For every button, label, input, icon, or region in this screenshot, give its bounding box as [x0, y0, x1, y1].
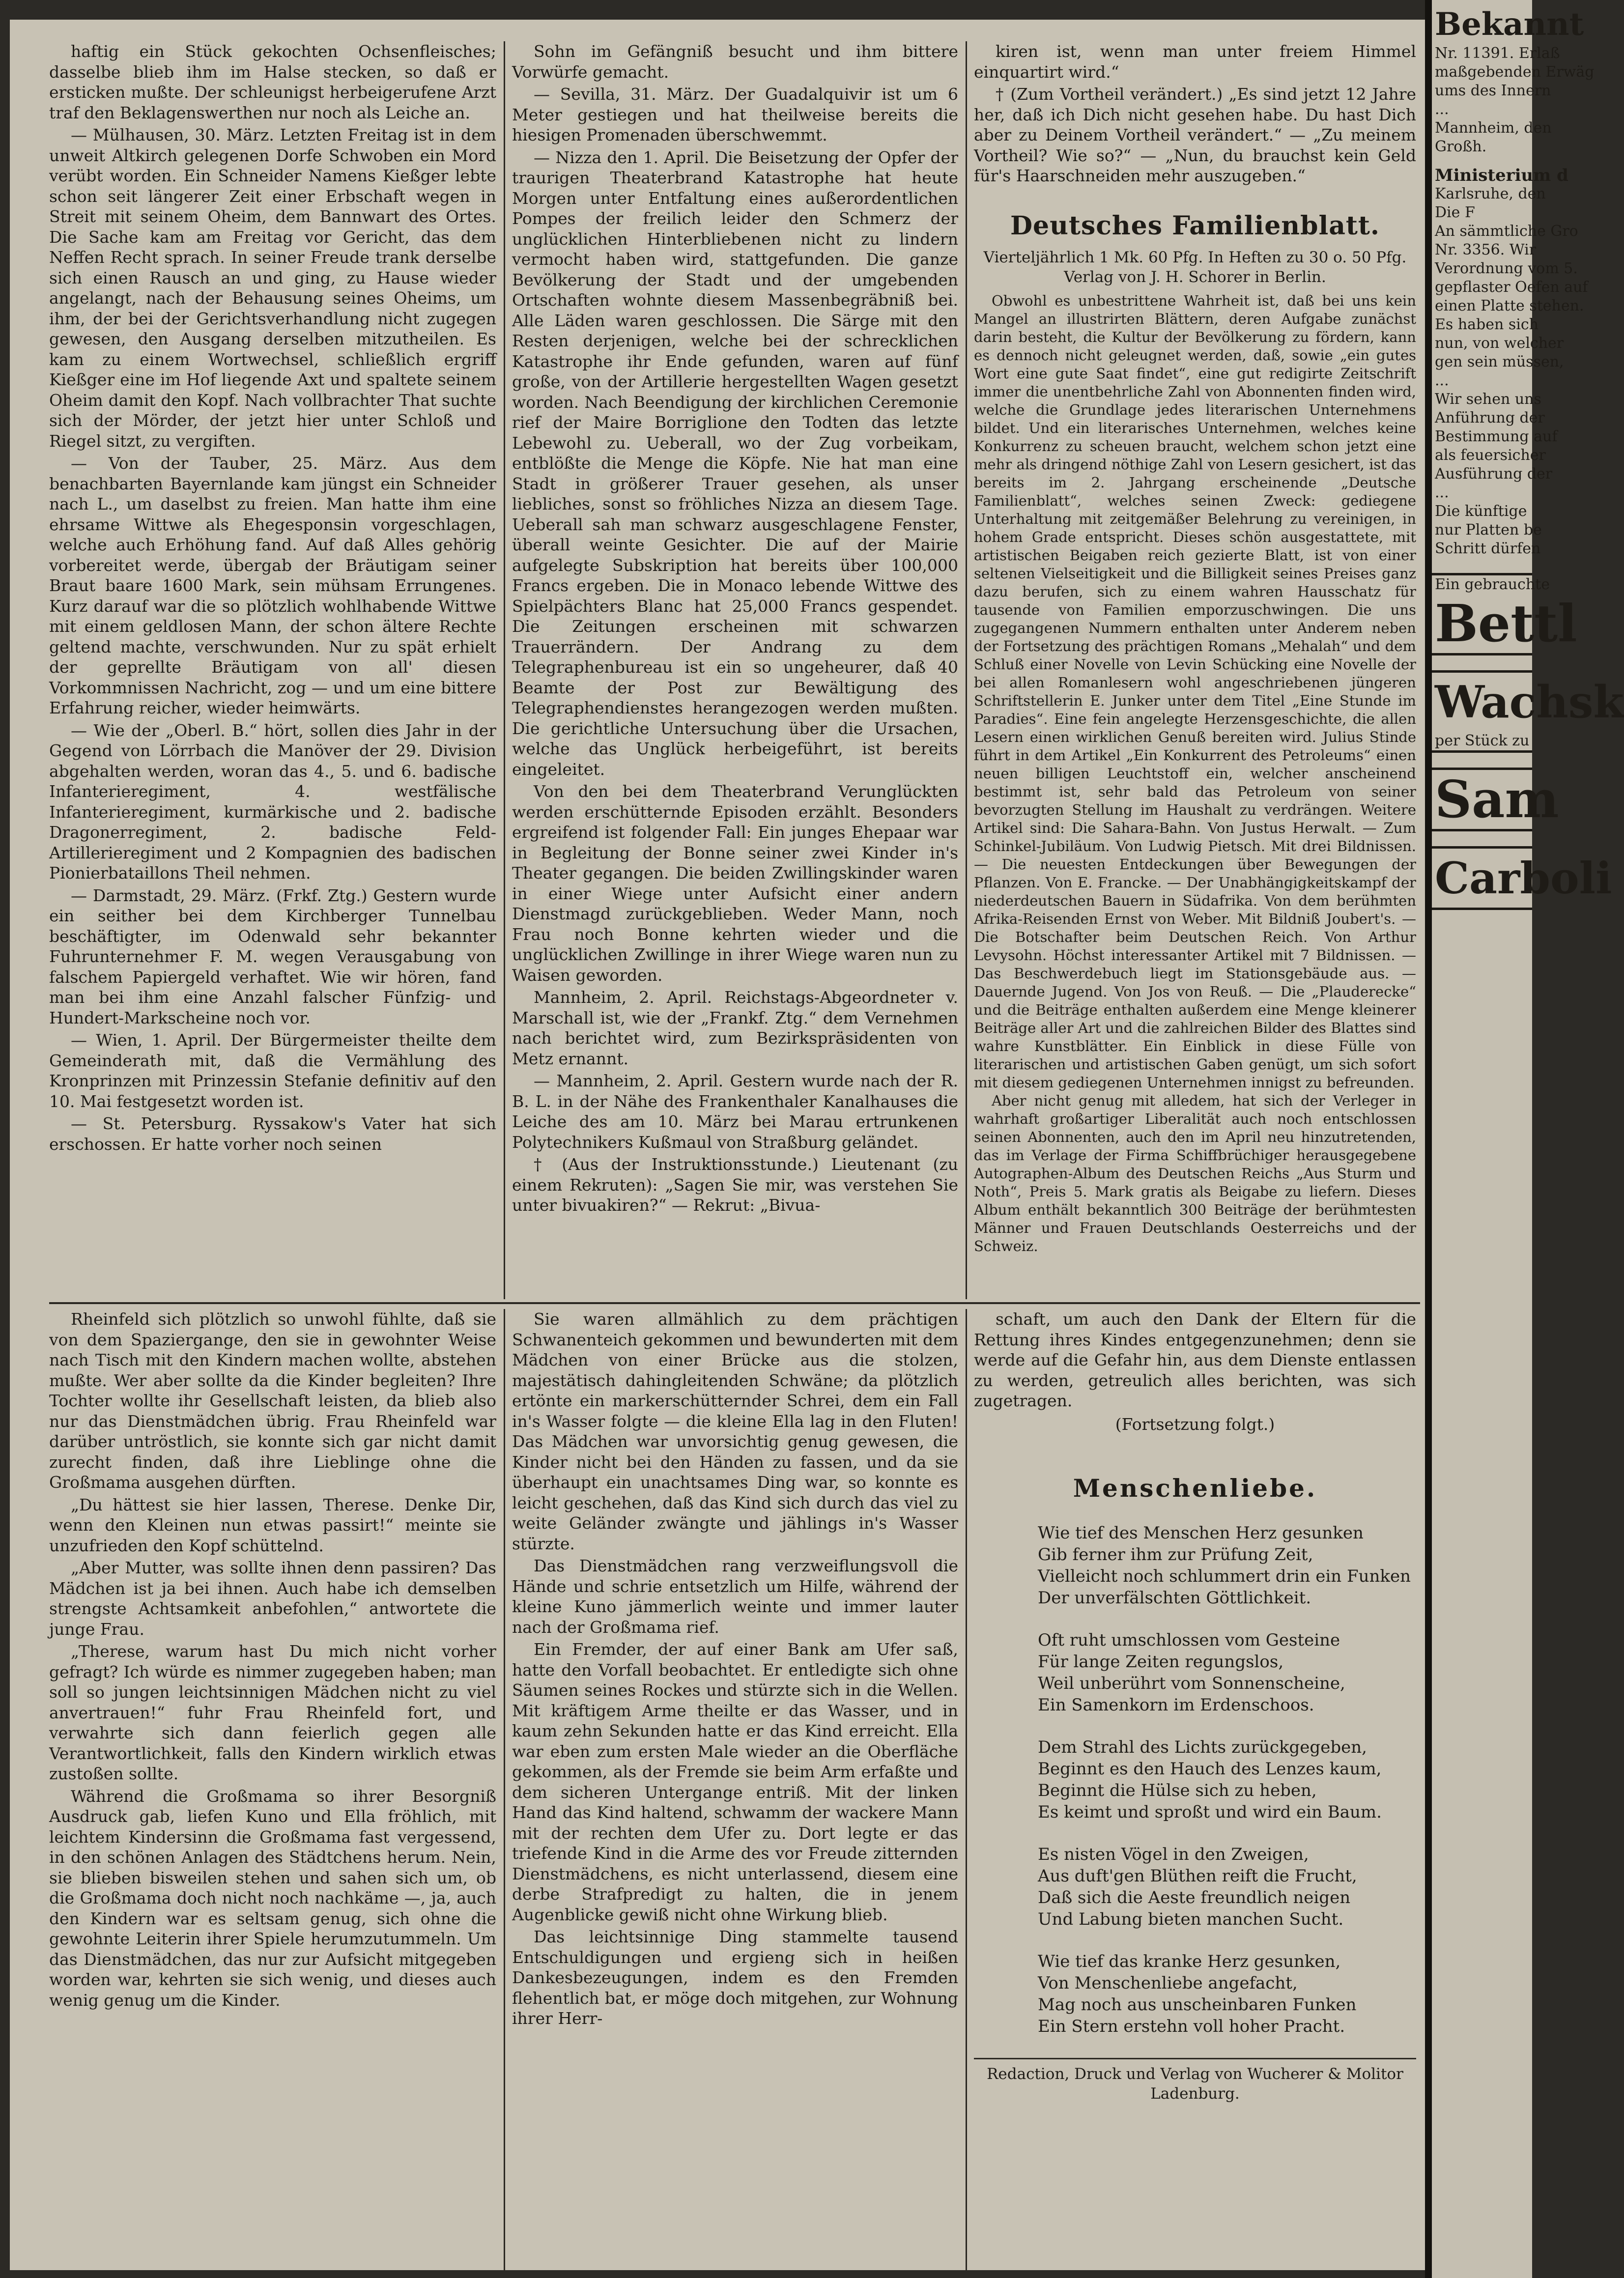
edge-text-line: Mannheim, den	[1435, 119, 1552, 137]
poem-stanza	[1038, 1844, 1416, 1930]
article-paragraph: — Mülhausen, 30. März. Letzten Freitag ist in dem unweit Altkirch gelegenen Dorfe Schwoben ein Mord verübt worden. Ein Schneider Namens Kießger lebte schon seit längerer Zeit einer Erbschaft wegen in Streit mit seinem Oheim, dem Bannwart des Ortes. Die Sache kam am Freitag vor Gericht, das dem Neffen Recht sprach. In seiner Freude trank derselbe sich einen Rausch an und ging, zu Hause wieder angelangt, nach der Behausung seines Oheims, um ihm, der bei der Gerichtsverhandlung nicht zugegen gewesen, den Ausgang derselben mitzutheilen. Es kam zu einem Wortwechsel, schließlich ergriff Kießger eine im Hof liegende Axt und spaltete seinem Oheim damit den Kopf. Nach vollbrachter That suchte sich der Mörder, der jetzt hier unter Schloß und Riegel sitzt, zu vergiften.	[49, 125, 496, 451]
imprint-place: Ladenburg.	[1150, 2085, 1240, 2103]
ad-paragraph: Aber nicht genug mit alledem, hat sich der Verleger in wahrhaft großartiger Liberalität auch noch entschlossen seinen Abonnenten, auch den im April neu hinzutretenden, das im Verlage der Firma Schiffbrüchiger herausgegebene Autographen-Album des Deutschen Reichs „Aus Sturm und Noth“, Preis 5. Mark gratis als Beigabe zu liefern. Dieses Album enthält bekanntlich 300 Beiträge der berühmtesten Männer und Frauen Deutschlands Oesterreichs und der Schweiz.	[974, 1092, 1416, 1254]
edge-ad-block	[1432, 846, 1612, 910]
ad-paragraph: Obwohl es unbestrittene Wahrheit ist, daß bei uns kein Mangel an illustrirten Blättern, deren Aufgabe zunächst darin besteht, die Kultur der Bevölkerung zu fördern, kann es dennoch nicht geleugnet werden, daß, sowie „ein gutes Wort eine gute Saat findet“, eine gut redigirte Zeitschrift immer die unentbehrliche Zahl von Abonnenten finden wird, welche die Grundlage jedes literarischen Unternehmens bildet. Und ein literarisches Unternehmen, welches keine Konkurrenz zu scheuen braucht, welchem schon jetzt eine mehr als dringend nöthige Zahl von Lesern gesichert, ist das bereits im 2. Jahrgang erscheinende „Deutsche Familienblatt“, welches seinen Zweck: gediegene Unterhaltung mit zeitgemäßer Belehrung zu vereinigen, in hohem Grade entspricht. Dieses schön ausgestattete, mit artistischen Beigaben reich gezierte Blatt, ist von einer seltenen Vielseitigkeit und die Billigkeit seines Preises ganz dazu berufen, sich zu einem wahren Hausschatz für tausende von Familien emporzuschwingen. Die uns zugegangenen Nummern enthalten unter Anderem neben der Fortsetzung des prächtigen Romans „Mehalah“ und dem Schluß einer Novelle von Levin Schücking eine Novelle der bei allen Romanlesern wohl angeschriebenen jüngeren Schriftstellerin E. Junker unter dem Titel „Eine Stunde im Paradies“. Eine fein angelegte Herzensgeschichte, die allen Lesern einen wirklichen Genuß bereiten wird. Julius Stinde führt in dem Artikel „Ein Konkurrent des Petroleums“ einen neuen billigen Leuchtstoff ein, welcher anscheinend bestimmt ist, sehr bald das Petroleum von seiner bevorzugten Stellung im Haushalt zu verdrängen. Weitere Artikel sind: Die Sahara-Bahn. Von Justus Herwalt. — Zum Schinkel-Jubiläum. Von Ludwig Pietsch. Mit drei Bildnissen. — Die neuesten Entdeckungen über Bewegungen der Pflanzen. Von E. Francke. — Der Unabhängigkeitskampf der niederdeutschen Bauern in Südafrika. Von dem berühmten Afrika-Reisenden Ernst von Weber. Mit Bildniß Joubert's. — Die Botschafter beim Deutschen Reich. Von Arthur Levysohn. Höchst interessanter Artikel mit 7 Bildnissen. — Das Beschwerdebuch liegt im Stationsgebäude aus. — Dauernde Jugend. Von Jos von Reuß. — Die „Plauderecke“ und die Beiträge enthalten außerdem eine Menge kleinerer Beiträge aller Art und die zahlreichen Bilder des Blattes sind wahre Kunstblätter. Ein Einblick in diese Fülle von literarischen und artistischen Gaben genügt, um sich sofort mit diesem gediegenen Unternehmen innigst zu befreunden.	[974, 292, 1416, 1091]
article-paragraph: — Darmstadt, 29. März. (Frkf. Ztg.) Gestern wurde ein seither bei dem Kirchberger Tunnelbau beschäftigter, im Odenwald sehr bekannter Fuhrunternehmer F. M. wegen Verausgabung von falschem Papiergeld verhaftet. Wie wir hören, fand man bei ihm eine Anzahl falscher Fünfzig- und Hundert-Markscheine noch vor.	[49, 885, 496, 1027]
edge-text-line: nur Platten be	[1435, 521, 1542, 539]
edge-text-line: Schritt dürfen	[1435, 540, 1541, 557]
story-continuation: schaft, um auch den Dank der Eltern für die Rettung ihres Kindes entgegenzunehmen; denn sie werde auf die Gefahr hin, aus dem Dienste entlassen zu werden, getreulich alles berichten, was sich zugetragen.	[974, 1310, 1416, 1410]
poem-line: Und Labung bieten manchen Sucht.	[1038, 1909, 1344, 1929]
edge-ad-block	[1432, 670, 1624, 753]
poem-line: Daß sich die Aeste freundlich neigen	[1038, 1888, 1351, 1908]
poem-line: Oft ruht umschlossen vom Gesteine	[1038, 1630, 1340, 1650]
edge-ad-carbol: Carboli	[1435, 853, 1612, 904]
continued-notice: (Fortsetzung folgt.)	[1115, 1414, 1275, 1434]
column-divider	[504, 1309, 505, 2270]
column-divider	[504, 41, 505, 1299]
poem	[974, 1522, 1416, 2037]
poem-line: Von Menschenliebe angefacht,	[1038, 1973, 1298, 1993]
advertisement-familienblatt	[974, 211, 1416, 1255]
column-divider	[966, 41, 967, 1299]
edge-text-line: An sämmtliche Gro	[1435, 223, 1578, 240]
story-paragraph: „Therese, warum hast Du mich nicht vorher gefragt? Ich würde es nimmer zugegeben haben; man soll so jungen leichtsinnigen Mädchen nicht zu viel anvertrauen!“ fuhr Frau Rheinfeld fort, und verwahrte sich dann feierlich gegen alle Verantwortlichkeit, falls den Kindern wirklich etwas zustoßen sollte.	[49, 1642, 496, 1783]
adjacent-page-edge	[1425, 0, 1624, 2278]
edge-ad-text: Ein gebrauchte	[1435, 576, 1550, 593]
section-divider	[49, 1302, 1420, 1304]
article-paragraph: — Wien, 1. April. Der Bürgermeister theilte dem Gemeinderath mit, daß die Vermählung des Kronprinzen mit Prinzessin Stefanie definitiv auf den 10. Mai festgesetzt worden ist.	[49, 1030, 496, 1111]
article-paragraph: † (Zum Vortheil verändert.) „Es sind jetzt 12 Jahre her, daß ich Dich nicht gesehen habe. Du hast Dich aber zu Deinem Vortheil verändert.“ — „Zu meinem Vortheil? Wie so?“ — „Nun, du brauchst kein Geld für's Haarschneiden mehr auszugeben.“	[974, 85, 1416, 185]
story-paragraph: Sie waren allmählich zu dem prächtigen Schwanenteich gekommen und bewunderten mit dem Mädchen von einer Brücke aus die stolzen, majestätisch dahingleitenden Schwäne; da plötzlich ertönte ein markerschütternder Schrei, dem ein Fall in's Wasser folgte — die kleine Ella lag in den Fluten! Das Mädchen war unvorsichtig genug gewesen, die Kinder nicht bei den Händen zu fassen, und da sie überhaupt ein unachtsames Ding war, so konnte es leicht geschehen, daß das Kind sich durch das viel zu weite Geländer zwängte und jählings in's Wasser stürzte.	[512, 1310, 958, 1553]
bottom-column-3	[974, 1309, 1416, 2270]
poem-stanza	[1038, 1629, 1416, 1716]
article-paragraph: haftig ein Stück gekochten Ochsenfleisches; dasselbe blieb ihm im Halse stecken, so daß er ersticken mußte. Der schleunigst herbeigerufene Arzt traf den Beklagenswerthen nur noch als Leiche an.	[49, 42, 496, 122]
article-paragraph: — Von der Tauber, 25. März. Aus dem benachbarten Bayernlande kam jüngst ein Schneider nach L., um daselbst zu freien. Man hatte ihm eine ehrsame Wittwe als Ehegesponsin vorgeschlagen, welche auch Erhöhung fand. Auf daß Alles gehörig vorbereitet werde, übergab der Bräutigam seiner Braut baare 1600 Mark, sein mühsam Errungenes. Kurz darauf war die so plötzlich wohlhabende Wittwe mit einem geldlosen Mann, der schon ältere Rechte geltend machte, verschwunden. Nur zu spät erhielt der geprellte Bräutigam von all' diesen Vorkommnissen Nachricht, zog — und um eine bittere Erfahrung reicher, wieder heimwärts.	[49, 454, 496, 717]
article-paragraph: — St. Petersburg. Ryssakow's Vater hat sich erschossen. Er hatte vorher noch seinen	[49, 1114, 496, 1154]
edge-text-line: Wir sehen uns	[1435, 391, 1541, 408]
edge-ad-text: per Stück zu	[1435, 732, 1530, 749]
edge-text-line: gen sein müssen,	[1435, 353, 1564, 370]
poem-line: Es keimt und sproßt und wird ein Baum.	[1038, 1802, 1382, 1822]
edge-text-line: ums des Innern	[1435, 82, 1551, 99]
edge-header: Bekannt	[1435, 6, 1584, 43]
poem-line: Wie tief das kranke Herz gesunken,	[1038, 1952, 1341, 1971]
bottom-column-1	[49, 1309, 496, 2270]
poem-line: Gib ferner ihm zur Prüfung Zeit,	[1038, 1545, 1313, 1565]
edge-text-line: einen Platte stehen.	[1435, 297, 1584, 314]
poem-stanza	[1038, 1522, 1416, 1609]
ad-price: Vierteljährlich 1 Mk. 60 Pfg. In Heften zu 30 o. 50 Pfg.	[983, 248, 1407, 266]
story-paragraph: Ein Fremder, der auf einer Bank am Ufer saß, hatte den Vorfall beobachtet. Er entledigte sich ohne Säumen seines Rockes und stürzte sich in die Wellen. Mit kräftigem Arme theilte er das Wasser, und in kaum zehn Sekunden hatte er das Kind erreicht. Ella war eben zum ersten Male wieder an die Oberfläche gekommen, als der Fremde sie beim Arm erfaßte und dem sicheren Untergange entriß. Mit der linken Hand das Kind haltend, schwamm der wackere Mann mit der rechten dem Ufer zu. Dort legte er das triefende Kind in die Arme des vor Freude zitternden Dienstmädchens, es nicht unterlassend, diesem eine derbe Strafpredigt zu halten, die in jenem Augenblicke gewiß nicht ohne Wirkung blieb.	[512, 1640, 958, 1924]
edge-text-line: ...	[1435, 372, 1449, 389]
edge-text-line: nun, von welcher	[1435, 335, 1564, 352]
poem-line: Es nisten Vögel in den Zweigen,	[1038, 1845, 1309, 1864]
edge-text-line: maßgebenden Erwäg	[1435, 63, 1595, 81]
poem-line: Mag noch aus unscheinbaren Funken	[1038, 1995, 1357, 2015]
poem-line: Wie tief des Menschen Herz gesunken	[1038, 1523, 1364, 1543]
edge-text-line: gepflaster Oefen auf	[1435, 279, 1588, 296]
edge-text-line: ...	[1435, 484, 1449, 501]
edge-ad-wachs: Wachsk	[1435, 676, 1624, 728]
article-paragraph: † (Aus der Instruktionsstunde.) Lieutenant (zu einem Rekruten): „Sagen Sie mir, was verstehen Sie unter bivuakiren?“ — Rekrut: „Bivua-	[512, 1155, 958, 1215]
imprint-publisher: Redaction, Druck und Verlag von Wucherer & Molitor	[987, 2065, 1403, 2083]
poem-stanza	[1038, 1951, 1416, 2037]
poem-line: Ein Samenkorn im Erdenschoos.	[1038, 1695, 1314, 1715]
article-paragraph: — Nizza den 1. April. Die Beisetzung der Opfer der traurigen Theaterbrand Katastrophe hat heute Morgen unter Entfaltung eines außerordentlichen Pompes der freilich leider den Schmerz der unglücklichen Hinterbliebenen nicht zu lindern vermocht haben wird, stattgefunden. Die ganze Bevölkerung der Stadt und der umgebenden Ortschaften wohnte diesem Massenbegräbniß bei. Alle Läden waren geschlossen. Die Särge mit den Resten derjenigen, welche bei der schrecklichen Katastrophe ihr Ende gefunden, waren auf fünf große, von der Artillerie hergestellten Wagen gesetzt worden. Nach Beendigung der kirchlichen Ceremonie rief der Maire Borriglione den Todten das letzte Lebewohl zu. Ueberall, wo der Zug vorbeikam, entblößte die Menge die Köpfe. Nie hat man eine Stadt in größerer Trauer gesehen, als unser liebliches, sonst so fröhliches Nizza an diesem Tage. Ueberall sah man schwarz ausgeschlagene Fenster, überall weinte Gesichter. Die auf der Mairie aufgelegte Subskription hat bereits über 100,000 Francs ergeben. Die in Monaco lebende Wittwe des Spielpächters Blanc hat 25,000 Francs gespendet. Die Zeitungen erscheinen mit schwarzen Trauerrändern. Der Andrang zu dem Telegraphenbureau ist ein so ungeheurer, daß 40 Beamte der Post zur Bewältigung des Telegraphendienstes herangezogen werden mußten. Die gerichtliche Untersuchung über die Ursachen, welche das Unglück herbeigeführt, ist bereits eingeleitet.	[512, 147, 958, 779]
edge-text-line: Ausführung der	[1435, 465, 1553, 483]
edge-text-line: Karlsruhe, den	[1435, 185, 1546, 202]
poem-title: Menschenliebe.	[1073, 1474, 1317, 1503]
edge-text-line: Verordnung vom 5.	[1435, 260, 1578, 277]
edge-text-line: Nr. 11391. Erlaß	[1435, 45, 1560, 62]
story-paragraph: Während die Großmama so ihrer Besorgniß Ausdruck gab, liefen Kuno und Ella fröhlich, mit leichtem Kindersinn die Großmama fast vergessend, in den schönen Anlagen des Städtchens herum. Nein, sie blieben bisweilen stehen und sahen sich um, ob die Großmama doch nicht noch nachkäme —, ja, auch den Kindern war es seltsam genug, sich ohne die gewohnte Leiterin ihrer Spiele herumzutummeln. Um das Dienstmädchen, das nur zur Aufsicht mitgegeben worden war, kehrten sie sich wenig, und dieses auch wenig genug um die Kinder.	[49, 1786, 496, 2010]
edge-text-line: Bestimmung auf	[1435, 428, 1558, 445]
article-paragraph: kiren ist, wenn man unter freiem Himmel einquartirt wird.“	[974, 42, 1416, 82]
edge-ad-bettl: Bettl	[1435, 593, 1577, 654]
article-paragraph: — Sevilla, 31. März. Der Guadalquivir ist um 6 Meter gestiegen und hat theilweise bereits die hiesigen Promenaden überschwemmt.	[512, 85, 958, 144]
story-paragraph: „Aber Mutter, was sollte ihnen denn passiren? Das Mädchen ist ja bei ihnen. Auch habe ich demselben strengste Achtsamkeit anbefohlen,“ antwortete die junge Frau.	[49, 1558, 496, 1639]
edge-text-line: ...	[1435, 101, 1449, 118]
poem-line: Der unverfälschten Göttlichkeit.	[1038, 1588, 1311, 1608]
edge-text-line: Es haben sich	[1435, 316, 1539, 333]
bottom-column-2	[512, 1309, 958, 2270]
poem-line: Weil unberührt vom Sonnenscheine,	[1038, 1674, 1345, 1693]
story-paragraph: Rheinfeld sich plötzlich so unwohl fühlte, daß sie von dem Spaziergange, den sie in gewohnter Weise nach Tisch mit den Kindern machen wollte, abstehen mußte. Wer aber sollte da die Kinder begleiten? Ihre Tochter wollte ihr Gesellschaft leisten, da blieb also nur das Dienstmädchen übrig. Frau Rheinfeld war darüber untröstlich, sie konnte sich gar nicht damit zurecht finden, daß ihre Lieblinge ohne die Großmama ausgehen dürften.	[49, 1310, 496, 1492]
article-paragraph: Mannheim, 2. April. Reichstags-Abgeordneter v. Marschall ist, wie der „Frankf. Ztg.“ dem Vernehmen nach berichtet wird, zum Bezirkspräsidenten von Metz ernannt.	[512, 988, 958, 1068]
newspaper-page	[10, 20, 1425, 2270]
top-column-1	[49, 41, 496, 1299]
ad-publisher: Verlag von J. H. Schorer in Berlin.	[1064, 268, 1326, 286]
edge-ad-sam: Sam	[1435, 769, 1559, 829]
scan-top-margin	[0, 0, 1427, 20]
top-column-3	[974, 41, 1416, 1299]
edge-ad-block	[1432, 573, 1577, 655]
poem-line: Aus duft'gen Blüthen reift die Frucht,	[1038, 1866, 1357, 1886]
article-paragraph: Von den bei dem Theaterbrand Verunglückten werden erschütternde Episoden erzählt. Besonders ergreifend ist folgender Fall: Ein junges Ehepaar war in Begleitung der Bonne seiner zwei Kinder in's Theater gegangen. Die beiden Zwillingskinder waren in einer Wiege unter Aufsicht einer andern Dienstmagd zurückgeblieben. Weder Mann, noch Frau noch Bonne kehrten wieder und die unglücklichen Zwillinge in ihrer Wiege waren nun zu Waisen geworden.	[512, 782, 958, 985]
edge-text-line: Die künftige	[1435, 503, 1527, 520]
article-paragraph: — Wie der „Oberl. B.“ hört, sollen dies Jahr in der Gegend von Lörrbach die Manöver der 29. Division abgehalten werden, woran das 4., 5. und 6. badische Infanterieregiment, 4. westfälische Infanterieregiment, kurmärkische und 2. badische Dragonerregiment, 2. badische Feld-Artillerieregiment und 2 Kompagnien des badischen Pionierbataillons Theil nehmen.	[49, 720, 496, 883]
article-paragraph: Sohn im Gefängniß besucht und ihm bittere Vorwürfe gemacht.	[512, 42, 958, 82]
edge-text-line: Großh.	[1435, 138, 1487, 155]
column-divider	[966, 1309, 967, 2270]
story-paragraph: „Du hättest sie hier lassen, Therese. Denke Dir, wenn den Kleinen nun etwas passirt!“ meinte sie unzufrieden den Kopf schüttelnd.	[49, 1495, 496, 1555]
poem-line: Beginnt die Hülse sich zu heben,	[1038, 1781, 1317, 1800]
edge-text-line: als feuersicher	[1435, 447, 1546, 464]
edge-text-line: Die F	[1435, 204, 1475, 221]
edge-text-line: Anführung der	[1435, 409, 1545, 427]
poem-line: Ein Stern erstehn voll hoher Pracht.	[1038, 2017, 1345, 2036]
poem-line: Für lange Zeiten regungslos,	[1038, 1652, 1284, 1672]
edge-text-line: Nr. 3356. Wir	[1435, 241, 1537, 258]
poem-line: Beginnt es den Hauch des Lenzes kaum,	[1038, 1759, 1382, 1779]
story-paragraph: Das leichtsinnige Ding stammelte tausend Entschuldigungen und ergieng sich in heißen Dankesbezeugungen, indem es den Fremden flehentlich bat, er möge doch mitgehen, zur Wohnung ihrer Herr-	[512, 1927, 958, 2028]
story-paragraph: Das Dienstmädchen rang verzweiflungsvoll die Hände und schrie entsetzlich um Hilfe, während der kleine Kuno jämmerlich weinte und immer lauter nach der Großmama rief.	[512, 1556, 958, 1637]
ad-title: Deutsches Familienblatt.	[1010, 210, 1380, 241]
edge-ad-block	[1432, 768, 1559, 831]
poem-line: Vielleicht noch schlummert drin ein Funken	[1038, 1566, 1411, 1586]
top-column-2	[512, 41, 958, 1299]
imprint	[974, 2058, 1416, 2104]
poem-line: Dem Strahl des Lichts zurückgegeben,	[1038, 1737, 1367, 1757]
article-paragraph: — Mannheim, 2. April. Gestern wurde nach der R. B. L. in der Nähe des Frankenthaler Kanalhauses die Leiche des am 10. März bei Marau ertrunkenen Polytechnikers Kußmaul von Straßburg geländet.	[512, 1071, 958, 1152]
edge-ministry: Ministerium d	[1435, 166, 1568, 185]
poem-stanza	[1038, 1737, 1416, 1823]
